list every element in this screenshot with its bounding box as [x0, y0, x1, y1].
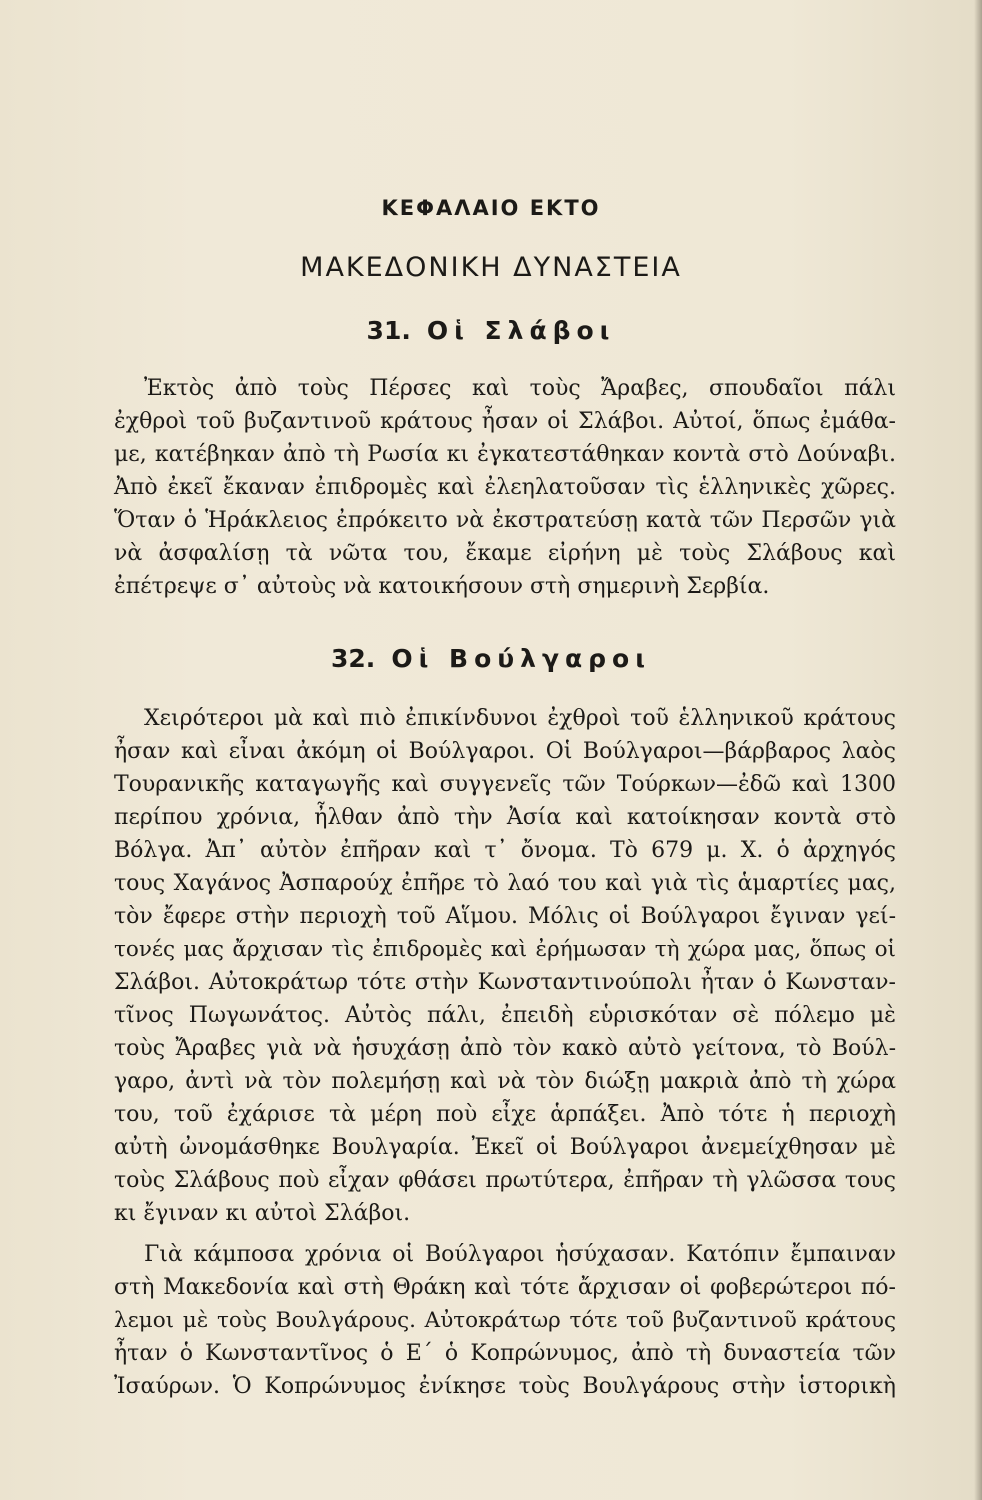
text-line: τῖνος Πωγωνάτος. Αὐτὸς πάλι, ἐπειδὴ εὑρισκόταν σὲ πόλεμο μὲ [114, 1003, 896, 1028]
text-line: αὐτὴ ὠνομάσθηκε Βουλγαρία. Ἐκεῖ οἱ Βούλγαροι ἀνεμείχθησαν μὲ [114, 1135, 896, 1160]
text-line: ἐχθροὶ τοῦ βυζαντινοῦ κράτους ἦσαν οἱ Σλάβοι. Αὐτοί, ὅπως ἐμάθα- [114, 409, 896, 434]
section-heading-31 [0, 316, 982, 345]
section-number: 31. [366, 316, 411, 345]
text-line: Ἰσαύρων. Ὁ Κοπρώνυμος ἐνίκησε τοὺς Βουλγάρους στὴν ἱστορικὴ [114, 1374, 896, 1399]
section-number: 32. [331, 644, 376, 673]
text-line: Χειρότεροι μὰ καὶ πιὸ ἐπικίνδυνοι ἐχθροὶ τοῦ ἑλληνικοῦ κράτους [144, 706, 896, 731]
paragraph-bulgars-2 [114, 1238, 896, 1403]
text-line: Ἀπὸ ἐκεῖ ἔκαναν ἐπιδρομὲς καὶ ἐλεηλατοῦσαν τὶς ἑλληνικὲς χῶρες. [114, 475, 896, 500]
text-line: του, τοῦ ἐχάρισε τὰ μέρη ποὺ εἶχε ἁρπάξει. Ἀπὸ τότε ἡ περιοχὴ [114, 1102, 896, 1127]
section-title: Οἱ Βούλγαροι [391, 644, 651, 673]
text-line: ἦσαν καὶ εἶναι ἀκόμη οἱ Βούλγαροι. Οἱ Βούλγαροι—βάρβαρος λαὸς [114, 739, 896, 764]
text-line: τους Χαγάνος Ἀσπαρούχ ἐπῆρε τὸ λαό του καὶ γιὰ τὶς ἁμαρτίες μας, [114, 871, 896, 896]
paragraph-slavs [114, 372, 896, 603]
text-line: τονές μας ἄρχισαν τὶς ἐπιδρομὲς καὶ ἐρήμωσαν τὴ χώρα μας, ὅπως οἱ [114, 937, 896, 962]
text-line: τοὺς Σλάβους ποὺ εἶχαν φθάσει πρωτύτερα, ἐπῆραν τὴ γλῶσσα τους [114, 1168, 896, 1193]
section-heading-32 [0, 644, 982, 673]
text-line: νὰ ἀσφαλίσῃ τὰ νῶτα του, ἔκαμε εἰρήνη μὲ τοὺς Σλάβους καὶ [114, 541, 896, 566]
text-line: κι ἔγιναν κι αὐτοὶ Σλάβοι. [114, 1201, 411, 1226]
text-line: στὴ Μακεδονία καὶ στὴ Θράκη καὶ τότε ἄρχισαν οἱ φοβερώτεροι πό- [114, 1275, 896, 1300]
text-line: περίπου χρόνια, ἦλθαν ἀπὸ τὴν Ἀσία καὶ κατοίκησαν κοντὰ στὸ [114, 805, 896, 830]
section-title: Οἱ Σλάβοι [426, 316, 616, 345]
text-line: τὸν ἔφερε στὴν περιοχὴ τοῦ Αἵμου. Μόλις οἱ Βούλγαροι ἔγιναν γεί- [114, 904, 896, 929]
text-line: Γιὰ κάμποσα χρόνια οἱ Βούλγαροι ἡσύχασαν. Κατόπιν ἔμπαιναν [144, 1242, 896, 1267]
text-line: Τουρανικῆς καταγωγῆς καὶ συγγενεῖς τῶν Τούρκων—ἐδῶ καὶ 1300 [114, 772, 896, 797]
chapter-title: ΜΑΚΕΔΟΝΙΚΗ ΔΥΝΑΣΤΕΙΑ [300, 252, 682, 283]
text-line: τοὺς Ἄραβες γιὰ νὰ ἡσυχάσῃ ἀπὸ τὸν κακὸ αὐτὸ γείτονα, τὸ Βούλ- [114, 1036, 896, 1061]
text-line: με, κατέβηκαν ἀπὸ τὴ Ρωσία κι ἐγκατεστάθηκαν κοντὰ στὸ Δούναβι. [114, 442, 896, 467]
text-line: γαρο, ἀντὶ νὰ τὸν πολεμήσῃ καὶ νὰ τὸν διώξῃ μακριὰ ἀπὸ τὴ χώρα [114, 1069, 896, 1094]
text-line: Βόλγα. Ἀπ᾿ αὐτὸν ἐπῆραν καὶ τ᾿ ὄνομα. Τὸ 679 μ. Χ. ὁ ἀρχηγός [114, 838, 896, 863]
text-line: Ἐκτὸς ἀπὸ τοὺς Πέρσες καὶ τοὺς Ἄραβες, σπουδαῖοι πάλι [144, 376, 896, 401]
text-line: Σλάβοι. Αὐτοκράτωρ τότε στὴν Κωνσταντινούπολι ἦταν ὁ Κωνσταν- [114, 970, 896, 995]
text-line: λεμοι μὲ τοὺς Βουλγάρους. Αὐτοκράτωρ τότε τοῦ βυζαντινοῦ κράτους [114, 1308, 896, 1333]
text-line: ἦταν ὁ Κωνσταντῖνος ὁ Ε΄ ὁ Κοπρώνυμος, ἀπὸ τὴ δυναστεία τῶν [114, 1341, 896, 1366]
chapter-label: ΚΕΦΑΛΑΙΟ ΕΚΤΟ [381, 196, 601, 220]
text-line: Ὅταν ὁ Ἡράκλειος ἐπρόκειτο νὰ ἐκστρατεύσῃ κατὰ τῶν Περσῶν γιὰ [114, 508, 896, 533]
text-line: ἐπέτρεψε σ᾿ αὐτοὺς νὰ κατοικήσουν στὴ σημερινὴ Σερβία. [114, 574, 770, 599]
page-edge-shadow [974, 0, 982, 1500]
paragraph-bulgars-1 [114, 702, 896, 1230]
